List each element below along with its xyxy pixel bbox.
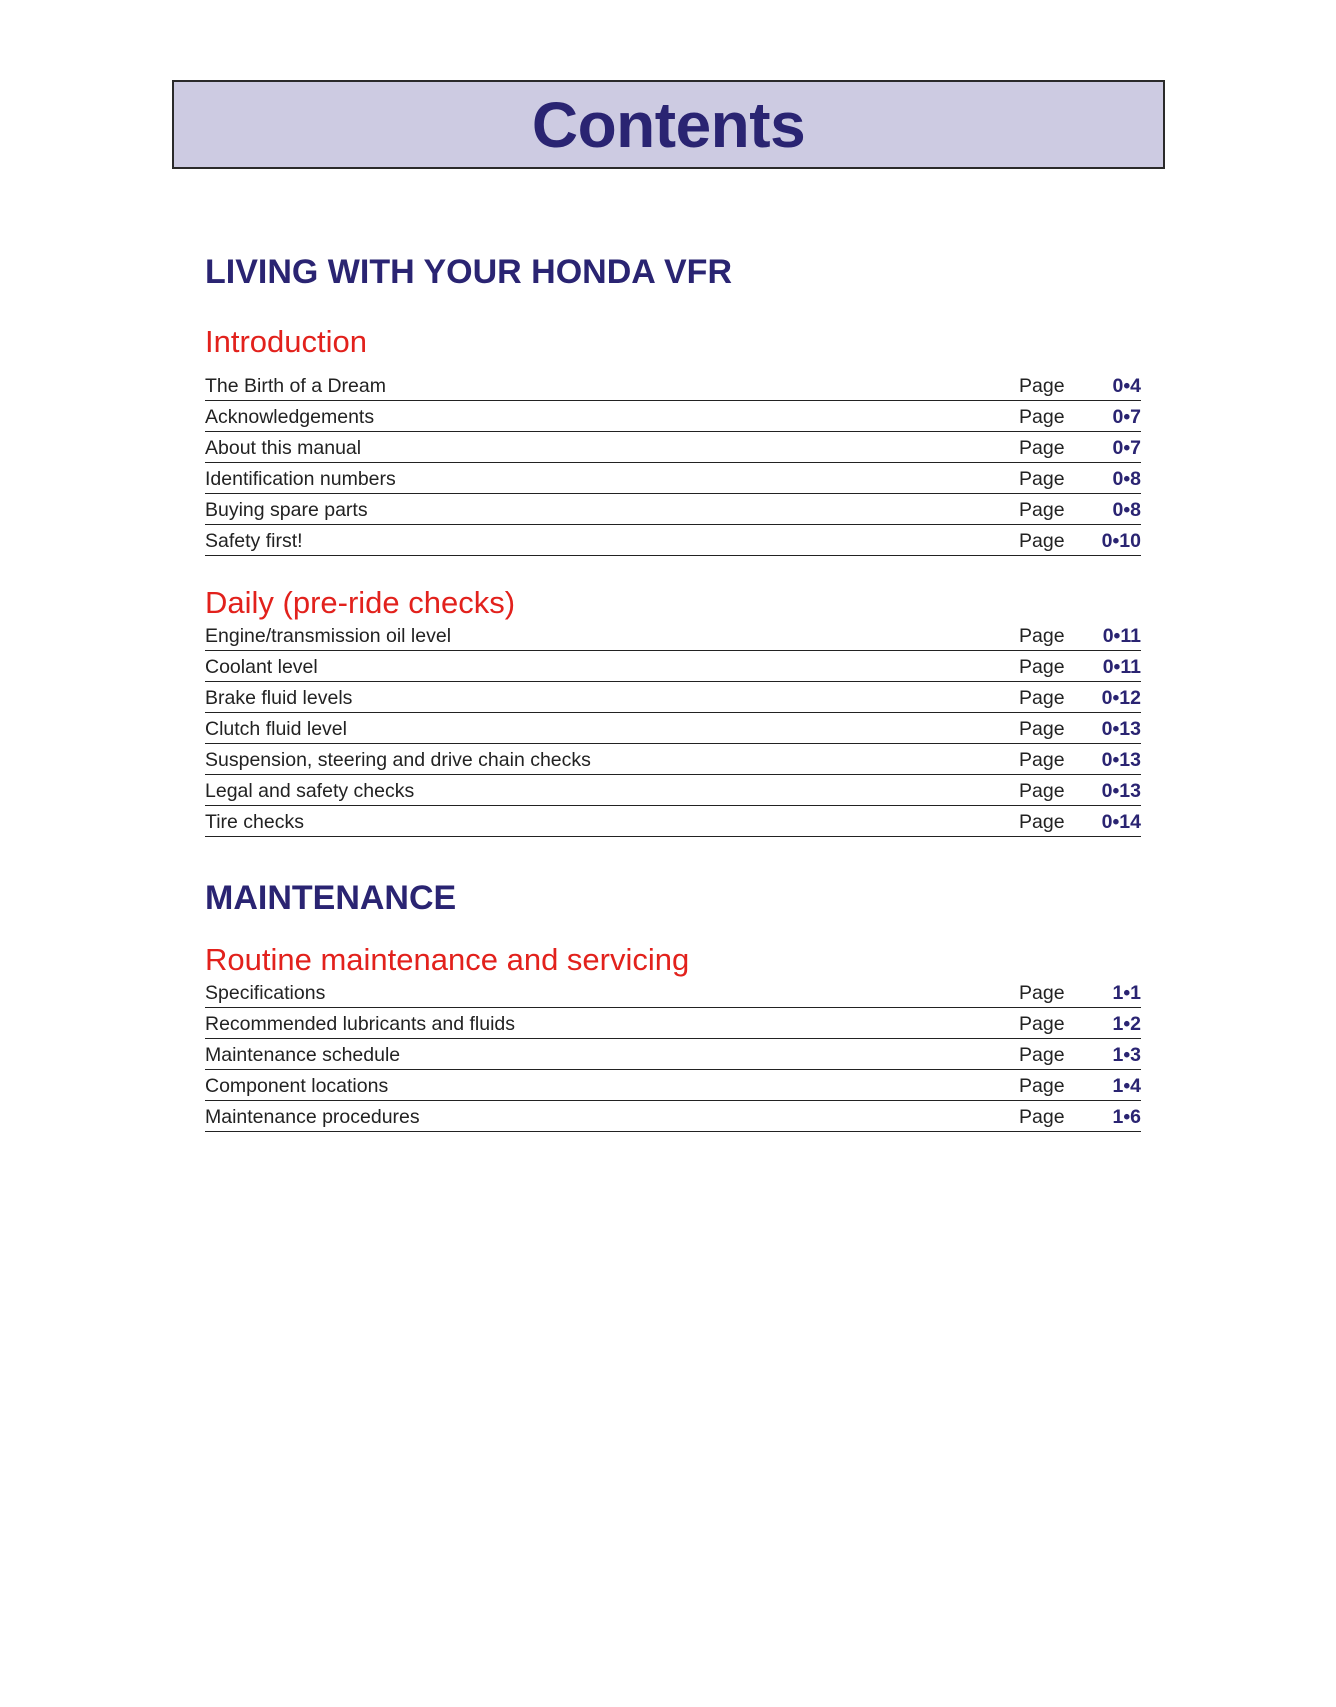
toc-row[interactable] — [205, 463, 1141, 494]
toc-row[interactable] — [205, 370, 1141, 401]
toc-page-number: 0•11 — [1102, 655, 1141, 678]
toc-row[interactable] — [205, 1101, 1141, 1132]
toc-list-introduction — [205, 370, 1141, 556]
toc-page-number: 0•13 — [1101, 748, 1141, 771]
toc-list-daily-checks — [205, 620, 1141, 837]
part-title-maintenance: MAINTENANCE — [205, 879, 457, 917]
toc-entry-label: Buying spare parts — [205, 498, 368, 521]
toc-page-word: Page — [1019, 624, 1065, 647]
toc-page-number: 0•7 — [1112, 405, 1141, 428]
toc-entry-label: Clutch fluid level — [205, 717, 347, 740]
toc-page-number: 0•13 — [1101, 717, 1141, 740]
toc-entry-label: Identification numbers — [205, 467, 396, 490]
toc-row[interactable] — [205, 682, 1141, 713]
toc-page-word: Page — [1019, 405, 1065, 428]
section-title-daily-checks: Daily (pre-ride checks) — [205, 585, 516, 620]
toc-entry-label: Safety first! — [205, 529, 303, 552]
toc-entry-label: Maintenance schedule — [205, 1043, 401, 1066]
toc-row[interactable] — [205, 620, 1141, 651]
toc-page-word: Page — [1019, 686, 1065, 709]
toc-row[interactable] — [205, 432, 1141, 463]
toc-row[interactable] — [205, 713, 1141, 744]
toc-entry-label: Suspension, steering and drive chain checks — [205, 748, 591, 771]
toc-page-number: 0•12 — [1101, 686, 1141, 709]
toc-page-number: 0•14 — [1101, 810, 1141, 833]
toc-row[interactable] — [205, 651, 1141, 682]
toc-entry-label: Legal and safety checks — [205, 779, 415, 802]
toc-page-word: Page — [1019, 1105, 1065, 1128]
toc-page-word: Page — [1019, 529, 1065, 552]
toc-page-number: 0•8 — [1112, 498, 1141, 521]
toc-page-number: 1•6 — [1112, 1105, 1141, 1128]
contents-title-box — [172, 80, 1165, 169]
page-title: Contents — [531, 88, 806, 161]
toc-page-word: Page — [1019, 436, 1065, 459]
toc-row[interactable] — [205, 806, 1141, 837]
toc-entry-label: About this manual — [205, 436, 362, 459]
toc-page-word: Page — [1019, 981, 1065, 1004]
toc-page-number: 0•4 — [1112, 374, 1141, 397]
toc-row[interactable] — [205, 494, 1141, 525]
part-title-living: LIVING WITH YOUR HONDA VFR — [205, 253, 732, 291]
toc-page-number: 0•7 — [1112, 436, 1141, 459]
toc-entry-label: Component locations — [205, 1074, 389, 1097]
toc-row[interactable] — [205, 1070, 1141, 1101]
toc-row[interactable] — [205, 401, 1141, 432]
toc-page-number: 1•3 — [1112, 1043, 1141, 1066]
section-title-introduction: Introduction — [205, 324, 367, 359]
toc-page-word: Page — [1019, 779, 1065, 802]
toc-page-number: 1•2 — [1112, 1012, 1141, 1035]
toc-page-number: 0•8 — [1112, 467, 1141, 490]
toc-entry-label: The Birth of a Dream — [205, 374, 386, 397]
toc-page-number: 0•10 — [1101, 529, 1141, 552]
section-title-routine-maintenance: Routine maintenance and servicing — [205, 942, 690, 977]
toc-page-number: 1•1 — [1112, 981, 1141, 1004]
toc-row[interactable] — [205, 1008, 1141, 1039]
toc-entry-label: Specifications — [205, 981, 326, 1004]
toc-page-number: 0•13 — [1101, 779, 1141, 802]
toc-page-word: Page — [1019, 467, 1065, 490]
toc-entry-label: Brake fluid levels — [205, 686, 353, 709]
toc-row[interactable] — [205, 1039, 1141, 1070]
toc-entry-label: Maintenance procedures — [205, 1105, 420, 1128]
toc-page-word: Page — [1019, 498, 1065, 521]
toc-page-word: Page — [1019, 1012, 1065, 1035]
toc-row[interactable] — [205, 977, 1141, 1008]
toc-row[interactable] — [205, 744, 1141, 775]
toc-page-word: Page — [1019, 374, 1065, 397]
toc-entry-label: Acknowledgements — [205, 405, 375, 428]
toc-page-word: Page — [1019, 1043, 1065, 1066]
toc-page-word: Page — [1019, 810, 1065, 833]
toc-page-number: 1•4 — [1112, 1074, 1141, 1097]
toc-row[interactable] — [205, 775, 1141, 806]
toc-content — [205, 255, 1141, 1132]
toc-list-routine-maintenance — [205, 977, 1141, 1132]
toc-page-word: Page — [1019, 748, 1065, 771]
toc-entry-label: Tire checks — [205, 810, 304, 833]
toc-entry-label: Engine/transmission oil level — [205, 624, 452, 647]
toc-page-word: Page — [1019, 655, 1065, 678]
toc-row[interactable] — [205, 525, 1141, 556]
toc-entry-label: Recommended lubricants and fluids — [205, 1012, 516, 1035]
toc-page-word: Page — [1019, 717, 1065, 740]
toc-entry-label: Coolant level — [205, 655, 318, 678]
toc-page-number: 0•11 — [1102, 624, 1141, 647]
toc-page-word: Page — [1019, 1074, 1065, 1097]
